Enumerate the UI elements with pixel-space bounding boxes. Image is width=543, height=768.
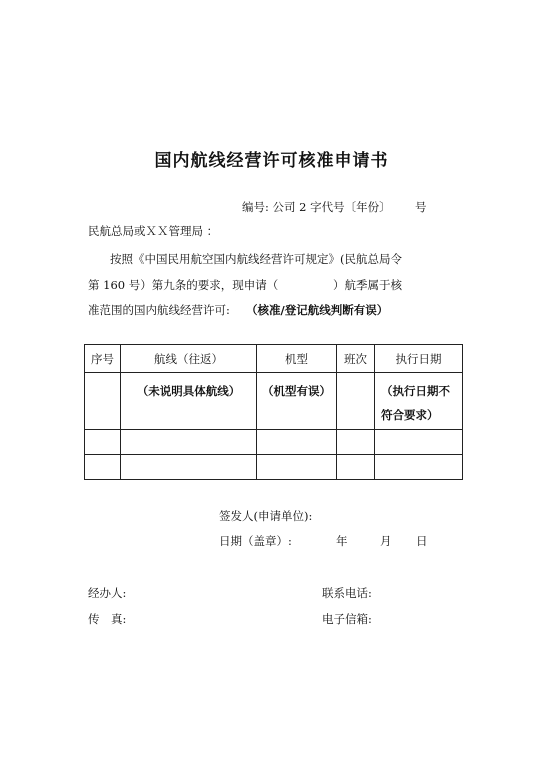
document-title: 国内航线经营许可核准申请书 bbox=[154, 151, 389, 171]
cell-serial bbox=[85, 373, 121, 430]
addressee: 民航总局或ＸＸ管理局 ： bbox=[88, 224, 219, 238]
cell-flights bbox=[337, 455, 375, 480]
fax-label: 传 真: bbox=[88, 612, 127, 626]
header-date: 执行日期 bbox=[375, 345, 463, 373]
phone-label: 联系电话: bbox=[322, 586, 372, 600]
cell-date bbox=[375, 373, 463, 430]
header-route: 航线（往返） bbox=[121, 345, 257, 373]
body-line-3: 准范围的国内航线经营许可: bbox=[88, 303, 230, 317]
date-month-label: 月 bbox=[380, 534, 392, 548]
document-number-label: 编号: 公司 2 字代号〔年份〕 bbox=[242, 200, 391, 214]
aircraft-note: （机型有误） bbox=[262, 384, 331, 398]
body-line-2-end: ）航季属于核 bbox=[333, 278, 402, 292]
date-day-label: 日 bbox=[416, 534, 428, 548]
cell-date bbox=[375, 455, 463, 480]
cell-aircraft bbox=[257, 430, 337, 455]
date-note: （执行日期不符合要求） bbox=[381, 384, 450, 422]
header-serial: 序号 bbox=[85, 345, 121, 373]
date-year-label: 年 bbox=[336, 534, 348, 548]
cell-route bbox=[121, 430, 257, 455]
cell-date bbox=[375, 430, 463, 455]
header-flights: 班次 bbox=[337, 345, 375, 373]
cell-serial bbox=[85, 430, 121, 455]
cell-route bbox=[121, 455, 257, 480]
cell-flights bbox=[337, 373, 375, 430]
document-number-suffix: 号 bbox=[415, 200, 427, 214]
handler-label: 经办人: bbox=[88, 586, 127, 600]
table-header-row bbox=[85, 345, 463, 373]
header-aircraft: 机型 bbox=[257, 345, 337, 373]
email-label: 电子信箱: bbox=[322, 612, 372, 626]
route-note: （未说明具体航线） bbox=[136, 384, 241, 398]
body-line-1: 按照《中国民用航空国内航线经营许可规定》(民航总局令 bbox=[110, 252, 402, 266]
body-line-2-start: 第 160 号）第九条的要求，现申请（ bbox=[88, 278, 279, 292]
cell-flights bbox=[337, 430, 375, 455]
table-row bbox=[85, 373, 463, 430]
cell-aircraft bbox=[257, 373, 337, 430]
body-line-3-note: （核准/登记航线判断有误） bbox=[246, 303, 389, 317]
route-table bbox=[84, 344, 463, 480]
table-row bbox=[85, 455, 463, 480]
signer-label: 签发人(申请单位): bbox=[219, 509, 313, 523]
cell-serial bbox=[85, 455, 121, 480]
cell-route bbox=[121, 373, 257, 430]
table-row bbox=[85, 430, 463, 455]
cell-aircraft bbox=[257, 455, 337, 480]
date-seal-label: 日期（盖章）: bbox=[219, 534, 292, 548]
